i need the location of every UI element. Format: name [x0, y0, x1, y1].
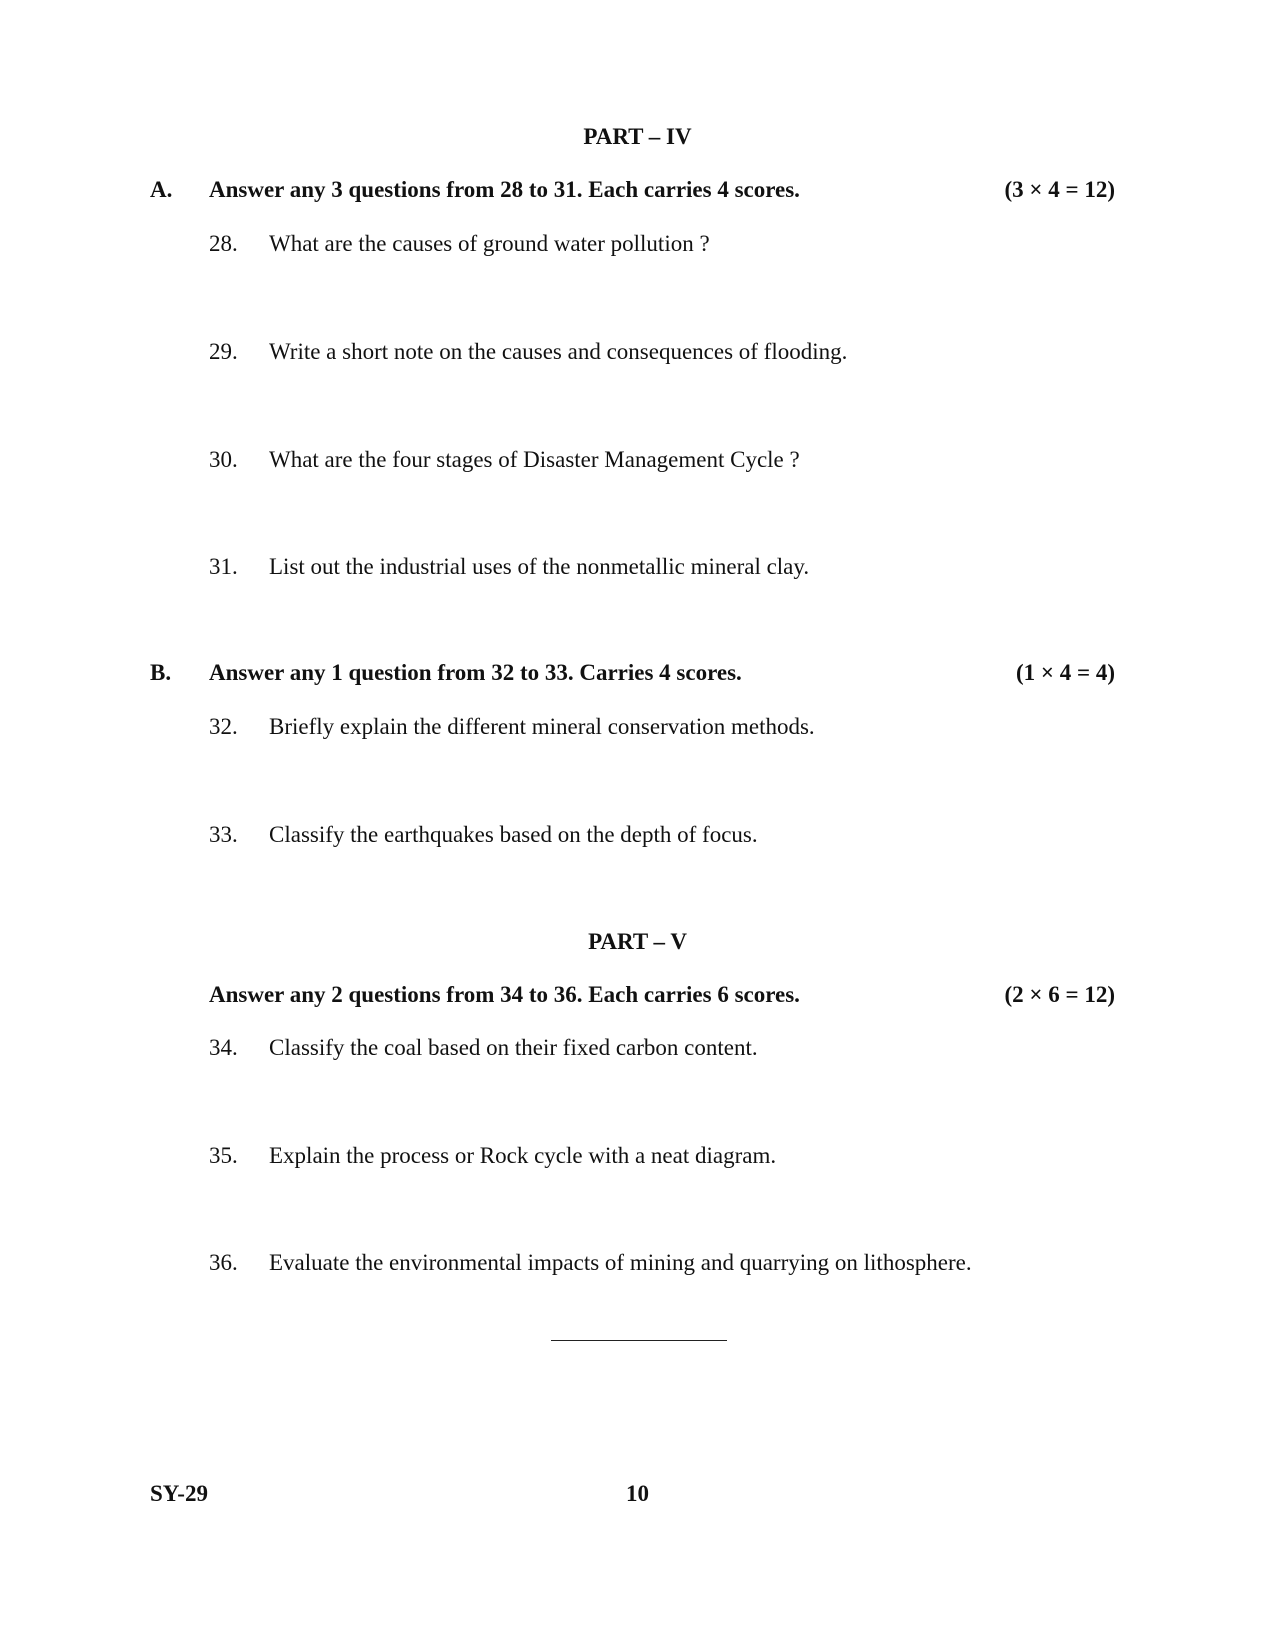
question-text: Evaluate the environmental impacts of mining and quarrying on lithosphere. — [269, 1250, 972, 1275]
section-a-marks: (3 × 4 = 12) — [1004, 177, 1115, 202]
question-text: Explain the process or Rock cycle with a neat diagram. — [269, 1143, 777, 1168]
section-a-instruction: Answer any 3 questions from 28 to 31. Each carries 4 scores. — [209, 177, 800, 202]
part-v-instruction: Answer any 2 questions from 34 to 36. Each carries 6 scores. — [209, 982, 800, 1007]
question-text: What are the causes of ground water pollution ? — [269, 231, 710, 256]
question-text: Write a short note on the causes and consequences of flooding. — [269, 339, 848, 364]
question-number: 36. — [209, 1250, 238, 1275]
page-number: 10 — [626, 1481, 649, 1506]
question-text: Briefly explain the different mineral conservation methods. — [269, 714, 815, 739]
question-number: 30. — [209, 447, 238, 472]
section-b-instruction: Answer any 1 question from 32 to 33. Carries 4 scores. — [209, 660, 742, 685]
question-text: Classify the earthquakes based on the depth of focus. — [269, 822, 758, 847]
end-divider — [551, 1340, 727, 1341]
question-number: 31. — [209, 554, 238, 579]
question-number: 32. — [209, 714, 238, 739]
question-number: 35. — [209, 1143, 238, 1168]
section-a-letter: A. — [150, 177, 173, 202]
question-text: What are the four stages of Disaster Management Cycle ? — [269, 447, 800, 472]
footer-code: SY-29 — [150, 1481, 208, 1506]
section-b-letter: B. — [150, 660, 172, 685]
question-number: 33. — [209, 822, 238, 847]
question-text: Classify the coal based on their fixed carbon content. — [269, 1035, 758, 1060]
question-text: List out the industrial uses of the nonmetallic mineral clay. — [269, 554, 810, 579]
part-v-title: PART – V — [588, 929, 687, 954]
question-number: 29. — [209, 339, 238, 364]
question-number: 34. — [209, 1035, 238, 1060]
part-iv-title: PART – IV — [583, 124, 692, 149]
question-number: 28. — [209, 231, 238, 256]
part-v-marks: (2 × 6 = 12) — [1004, 982, 1115, 1007]
section-b-marks: (1 × 4 = 4) — [1015, 660, 1115, 685]
